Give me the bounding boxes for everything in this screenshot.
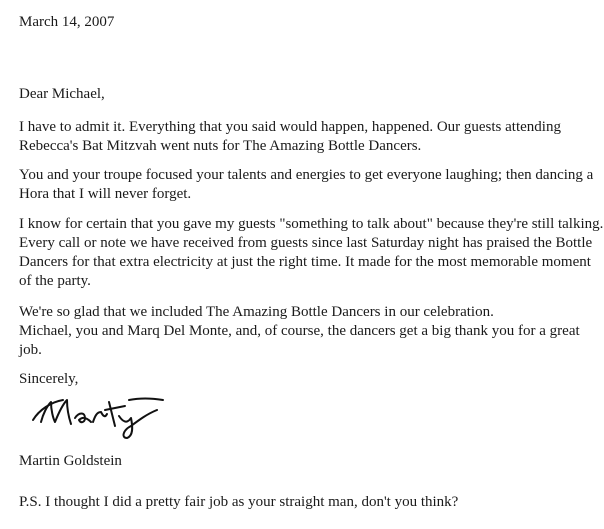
letter-date: March 14, 2007 xyxy=(19,14,115,30)
paragraph-line: Michael, you and Marq Del Monte, and, of course, the dancers get a big thank you for a great xyxy=(19,323,580,339)
paragraph-line: Dancers for that extra electricity at just the right time. It made for the most memorable moment xyxy=(19,254,591,270)
paragraph-line: I have to admit it. Everything that you said would happen, happened. Our guests attending xyxy=(19,119,561,135)
closing: Sincerely, xyxy=(19,371,79,387)
paragraph-1 xyxy=(19,118,561,156)
paragraph-line: Every call or note we have received from guests since last Saturday night has praised the Bottle xyxy=(19,235,593,251)
paragraph-line: I know for certain that you gave my guests "something to talk about" because they're still talking. xyxy=(19,216,604,232)
paragraph-line: job. xyxy=(19,342,42,358)
paragraph-line: Rebecca's Bat Mitzvah went nuts for The Amazing Bottle Dancers. xyxy=(19,138,422,154)
postscript: P.S. I thought I did a pretty fair job as your straight man, don't you think? xyxy=(19,494,459,510)
paragraph-2 xyxy=(19,166,593,204)
paragraph-line: We're so glad that we included The Amazing Bottle Dancers in our celebration. xyxy=(19,304,494,320)
paragraph-line: of the party. xyxy=(19,273,91,289)
handwritten-signature xyxy=(29,392,169,442)
paragraph-line: You and your troupe focused your talents and energies to get everyone laughing; then dancing a xyxy=(19,167,594,183)
paragraph-3 xyxy=(19,215,603,291)
signer-name: Martin Goldstein xyxy=(19,453,122,469)
paragraph-4 xyxy=(19,303,580,360)
paragraph-line: Hora that I will never forget. xyxy=(19,186,192,202)
salutation: Dear Michael, xyxy=(19,86,105,102)
